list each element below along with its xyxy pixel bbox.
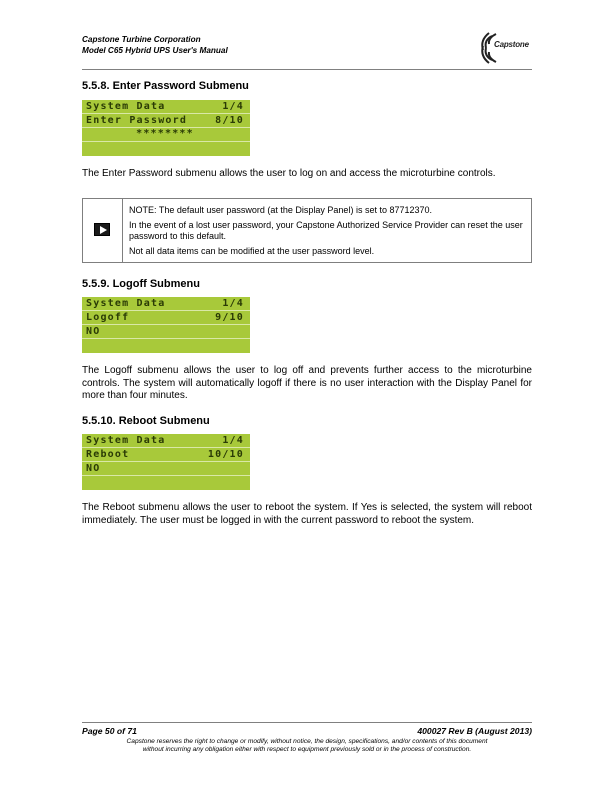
note-body (129, 205, 527, 260)
footer-disclaimer (82, 738, 532, 755)
lcd-row-left: System Data (86, 298, 166, 309)
page-number: Page 50 of 71 (82, 726, 137, 736)
lcd-display-enter-password (82, 100, 250, 156)
lcd-row-left: Logoff (86, 312, 130, 323)
lcd-divider (82, 475, 250, 476)
section-title-enter-password: 5.5.8. Enter Password Submenu (82, 80, 249, 92)
header-company: Capstone Turbine Corporation (82, 35, 201, 44)
paragraph-reboot: The Reboot submenu allows the user to reboot the system. If Yes is selected, the system will reboot immediately. The user must be logged in with the current password to reboot the system. (82, 502, 532, 526)
footer-divider (82, 722, 532, 723)
paragraph-logoff: The Logoff submenu allows the user to log off and prevents further access to the microturbine controls. The system will automatically logoff if there is no user interaction with the Display Panel for more than four minutes. (82, 365, 532, 401)
lcd-row-left: Enter Password (86, 115, 188, 126)
lcd-row-password-mask: ******** (136, 128, 194, 139)
header-manual-title: Model C65 Hybrid UPS User's Manual (82, 46, 228, 55)
paragraph-enter-password: The Enter Password submenu allows the user to log on and access the microturbine controls. (82, 168, 496, 179)
note-line: NOTE: The default user password (at the Display Panel) is set to 87712370. (129, 205, 432, 215)
disclaimer-line: without incurring any obligation either with respect to equipment previously sold or in the process of construction. (142, 746, 472, 754)
lcd-divider (82, 141, 250, 142)
lcd-row-value: NO (86, 463, 101, 474)
note-box (82, 198, 532, 263)
lcd-row-right: 1/4 (222, 435, 244, 446)
lcd-row (86, 434, 244, 447)
lcd-row (86, 448, 244, 461)
lcd-row-left: System Data (86, 101, 166, 112)
section-title-reboot: 5.5.10. Reboot Submenu (82, 415, 210, 427)
lcd-row (86, 297, 244, 310)
lcd-row (86, 462, 244, 475)
note-line: Not all data items can be modified at the user password level. (129, 245, 375, 256)
play-arrow-icon (94, 223, 110, 236)
lcd-row (86, 325, 244, 338)
lcd-display-logoff (82, 297, 250, 353)
lcd-row (86, 311, 244, 324)
document-id: 400027 Rev B (August 2013) (417, 726, 532, 736)
page-header (82, 34, 532, 70)
logo-text: Capstone (494, 40, 529, 49)
lcd-row-right: 1/4 (222, 298, 244, 309)
lcd-display-reboot (82, 434, 250, 490)
disclaimer-line: Capstone reserves the right to change or modify, without notice, the design, specifications, and/or contents of this document (126, 738, 488, 745)
note-line: In the event of a lost user password, your Capstone Authorized Service Provider can reset the user password to this default. (129, 219, 523, 241)
lcd-row-right: 8/10 (215, 115, 244, 126)
lcd-row-left: Reboot (86, 449, 130, 460)
header-divider (82, 69, 532, 70)
lcd-row-right: 10/10 (207, 449, 244, 460)
note-icon-cell (83, 199, 123, 262)
lcd-row (86, 100, 244, 113)
section-title-logoff: 5.5.9. Logoff Submenu (82, 278, 200, 290)
lcd-row (86, 114, 244, 127)
lcd-row-left: System Data (86, 435, 166, 446)
lcd-row-right: 1/4 (222, 101, 244, 112)
lcd-row-right: 9/10 (215, 312, 244, 323)
lcd-divider (82, 338, 250, 339)
capstone-logo (478, 30, 534, 66)
lcd-row-value: NO (86, 326, 101, 337)
